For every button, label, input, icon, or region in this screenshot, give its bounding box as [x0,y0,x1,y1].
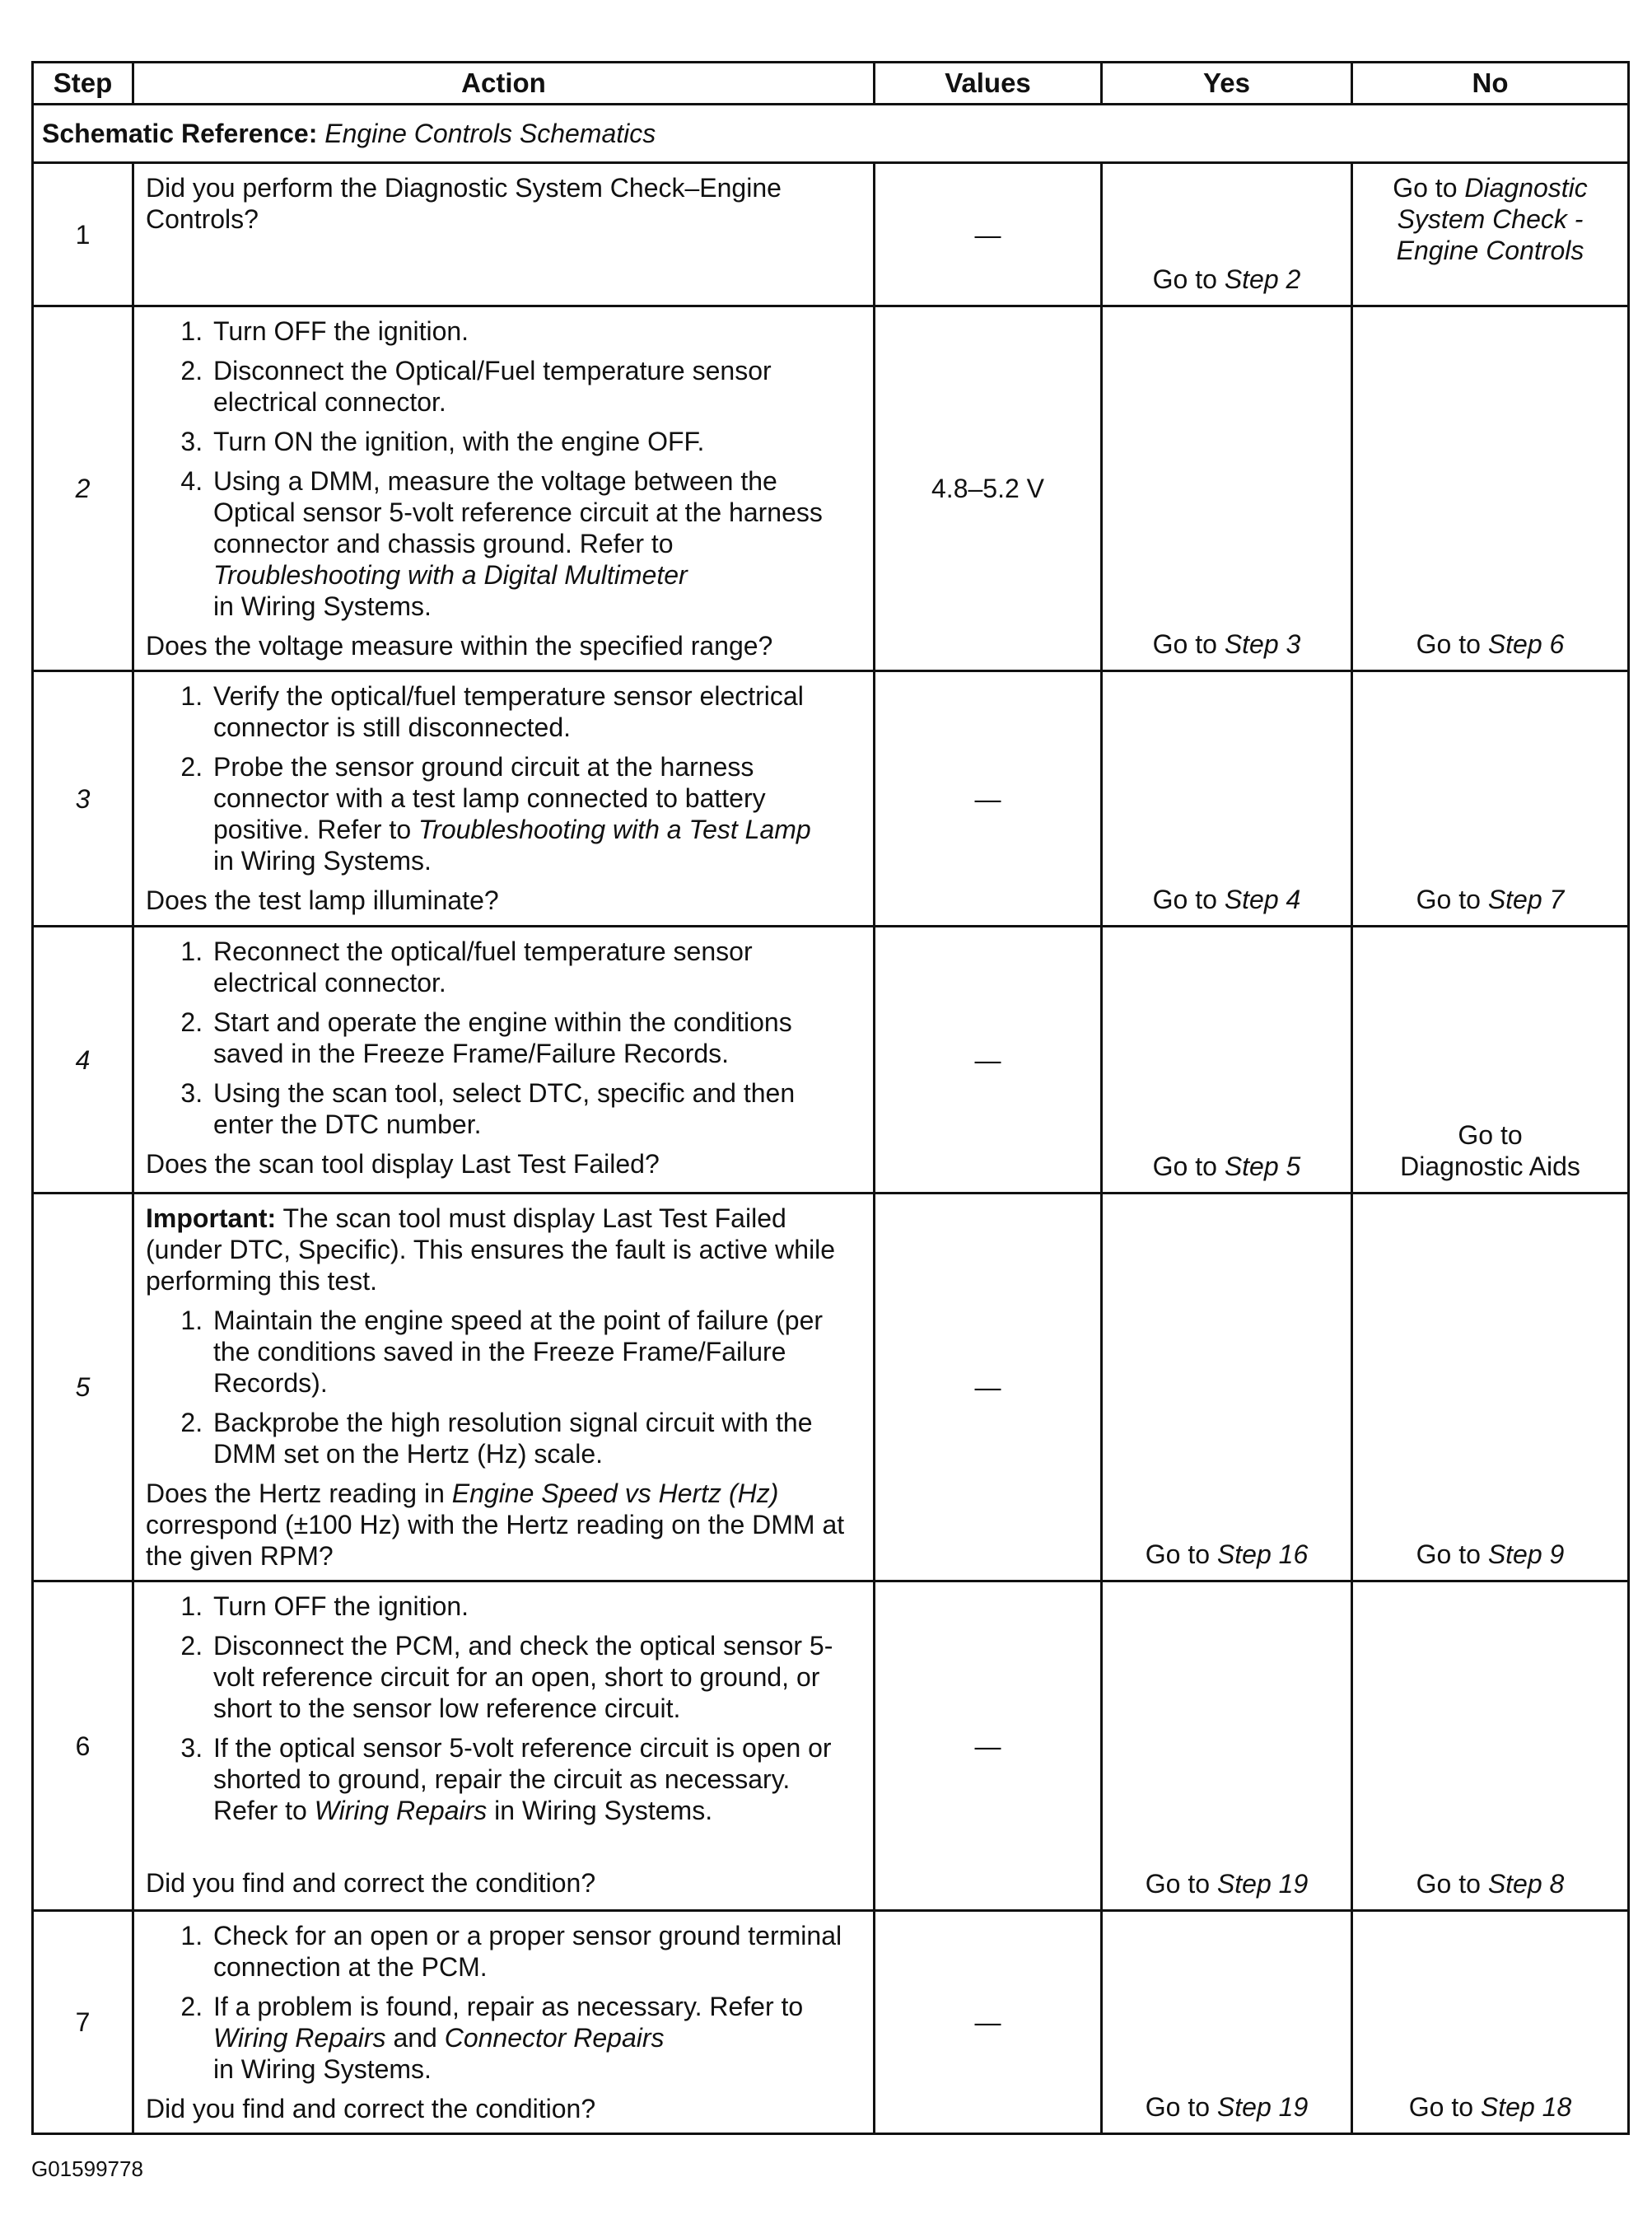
no-cell [1352,1194,1629,1581]
item-tail: in Wiring Systems. [213,846,432,876]
action-question: Did you find and correct the condition? [146,2094,596,2123]
important-label: Important: [146,1203,277,1233]
yes-cell [1102,1194,1352,1581]
no-cell [1352,306,1629,671]
no-prefix: Go to [1393,173,1465,203]
action-cell [133,1911,875,2134]
no-link[interactable]: Step 18 [1480,2092,1572,2122]
yes-link[interactable]: Step 16 [1216,1539,1309,1569]
header-values: Values [875,63,1102,105]
diagnostic-table-sheet [31,61,1627,2135]
item-tail: in Wiring Systems. [213,2054,432,2084]
action-list [146,936,861,1140]
list-item: 2. Disconnect the PCM, and check the optical sensor 5-volt reference circuit for an open, short to ground, or short to the sensor low reference circuit. [210,1630,861,1724]
action-question [146,1478,861,1572]
action-list [146,1305,861,1469]
no-cell [1352,163,1629,306]
yes-prefix: Go to [1152,885,1225,914]
table-row [33,1581,1629,1911]
table-row [33,306,1629,671]
schematic-ref: Engine Controls Schematics [324,119,656,148]
step-number: 1 [33,163,133,306]
value-cell: — [875,163,1102,306]
no-prefix: Go to [1416,885,1488,914]
reference-link[interactable]: Wiring Repairs [314,1796,488,1825]
list-item: 2. Start and operate the engine within the conditions saved in the Freeze Frame/Failure Records. [210,1007,861,1069]
yes-prefix: Go to [1152,629,1225,659]
list-item: 1. Verify the optical/fuel temperature sensor electrical connector is still disconnected. [210,680,861,743]
action-list [146,1591,861,1826]
list-item [210,1991,861,2085]
list-item: 1. Maintain the engine speed at the point of failure (per the conditions saved in the Freeze Frame/Failure Records). [210,1305,861,1399]
header-no: No [1352,63,1629,105]
yes-prefix: Go to [1145,1869,1217,1899]
action-question: Did you perform the Diagnostic System Check–Engine Controls? [146,173,782,234]
list-item [210,751,861,876]
value-cell: — [875,1911,1102,2134]
table-row [33,163,1629,306]
action-question: Does the scan tool display Last Test Failed? [146,1149,660,1179]
list-item: 1. Check for an open or a proper sensor ground terminal connection at the PCM. [210,1920,861,1983]
action-cell [133,163,875,306]
yes-prefix: Go to [1145,1539,1217,1569]
header-yes: Yes [1102,63,1352,105]
reference-link[interactable]: Wiring Repairs [213,2023,386,2053]
action-question: Does the voltage measure within the specified range? [146,631,773,661]
reference-link[interactable]: Troubleshooting with a Test Lamp [418,815,811,844]
item-text: If a problem is found, repair as necessary. Refer to [213,1992,804,2021]
no-link[interactable]: Step 9 [1487,1539,1565,1569]
no-cell [1352,1911,1629,2134]
action-list [146,680,861,876]
diagnostic-table [31,61,1630,2135]
reference-link[interactable]: Troubleshooting with a Digital Multimeter [213,560,688,590]
step-number: 3 [33,671,133,927]
action-question: Does the test lamp illuminate? [146,885,499,915]
no-cell [1352,671,1629,927]
schematic-label: Schematic Reference: [42,119,318,148]
action-cell [133,306,875,671]
no-link[interactable]: Step 8 [1487,1869,1565,1899]
reference-link[interactable]: Connector Repairs [444,2023,665,2053]
action-cell [133,671,875,927]
action-question: Did you find and correct the condition? [146,1868,596,1898]
list-item: 3. Using the scan tool, select DTC, specific and then enter the DTC number. [210,1077,861,1140]
header-step: Step [33,63,133,105]
value-cell: — [875,671,1102,927]
important-text: The scan tool must display Last Test Failed (under DTC, Specific). This ensures the fault is active while performing this test. [146,1203,836,1296]
list-item: 3. Turn ON the ignition, with the engine OFF. [210,426,861,457]
yes-link[interactable]: Step 19 [1216,1869,1309,1899]
list-item [210,465,861,622]
value-cell: — [875,927,1102,1194]
yes-cell [1102,1911,1352,2134]
list-item [210,1732,861,1826]
yes-link[interactable]: Step 19 [1216,2092,1309,2122]
yes-prefix: Go to [1145,2092,1217,2122]
step-number: 5 [33,1194,133,1581]
yes-cell [1102,927,1352,1194]
list-item: 1. Turn OFF the ignition. [210,315,861,347]
question-text: Does the Hertz reading in [146,1479,445,1508]
yes-link[interactable]: Step 4 [1224,885,1301,914]
action-cell [133,1581,875,1911]
important-note [146,1203,861,1296]
item-tail: in Wiring Systems. [213,591,432,621]
yes-cell [1102,1581,1352,1911]
question-text: correspond (±100 Hz) with the Hertz reading on the DMM at the given RPM? [146,1510,845,1571]
action-list [146,1920,861,2085]
item-text: If the optical sensor 5-volt reference circuit is open or shorted to ground, repair the circuit as necessary. Refer to [213,1733,832,1825]
yes-prefix: Go to [1152,264,1225,294]
table-row [33,1911,1629,2134]
no-cell [1352,927,1629,1194]
schematic-reference [33,105,1629,163]
value-cell: — [875,1194,1102,1581]
action-list [146,315,861,622]
action-cell [133,927,875,1194]
item-text: and [393,2023,437,2053]
step-number: 4 [33,927,133,1194]
spacer [146,1834,861,1867]
list-item: 2. Disconnect the Optical/Fuel temperature sensor electrical connector. [210,355,861,418]
no-prefix: Go to [1416,1539,1488,1569]
table-row [33,671,1629,927]
value-cell: — [875,1581,1102,1911]
yes-link[interactable]: Step 2 [1224,264,1301,294]
action-cell [133,1194,875,1581]
list-item: 2. Backprobe the high resolution signal circuit with the DMM set on the Hertz (Hz) scale. [210,1407,861,1469]
yes-cell [1102,671,1352,927]
no-cell [1352,1581,1629,1911]
step-number: 7 [33,1911,133,2134]
yes-cell [1102,306,1352,671]
reference-link[interactable]: Engine Speed vs Hertz (Hz) [451,1479,779,1508]
yes-link[interactable]: Step 5 [1224,1152,1301,1181]
table-row [33,927,1629,1194]
table-header-row [33,63,1629,105]
step-number: 2 [33,306,133,671]
no-prefix: Go to [1458,1120,1523,1150]
yes-link[interactable]: Step 3 [1224,629,1301,659]
no-link[interactable]: Diagnostic System Check - Engine Controls [1396,173,1588,265]
table-row [33,1194,1629,1581]
header-action: Action [133,63,875,105]
list-item: 1. Turn OFF the ignition. [210,1591,861,1622]
no-link[interactable]: Diagnostic Aids [1400,1152,1580,1181]
step-number: 6 [33,1581,133,1911]
list-item: 1. Reconnect the optical/fuel temperature sensor electrical connector. [210,936,861,998]
value-cell: 4.8–5.2 V [875,306,1102,671]
schematic-reference-row [33,105,1629,163]
item-text: Using a DMM, measure the voltage between the Optical sensor 5-volt reference circuit at the harness connector and chassis ground. Refer to [213,466,823,558]
no-prefix: Go to [1408,2092,1481,2122]
no-prefix: Go to [1416,629,1488,659]
no-link[interactable]: Step 7 [1487,885,1565,914]
figure-code: G01599778 [31,2156,143,2181]
no-prefix: Go to [1416,1869,1488,1899]
no-link[interactable]: Step 6 [1487,629,1565,659]
yes-prefix: Go to [1152,1152,1225,1181]
yes-cell [1102,163,1352,306]
item-text: Probe the sensor ground circuit at the harness connector with a test lamp connected to battery positive. Refer to [213,752,766,844]
item-tail: in Wiring Systems. [494,1796,713,1825]
